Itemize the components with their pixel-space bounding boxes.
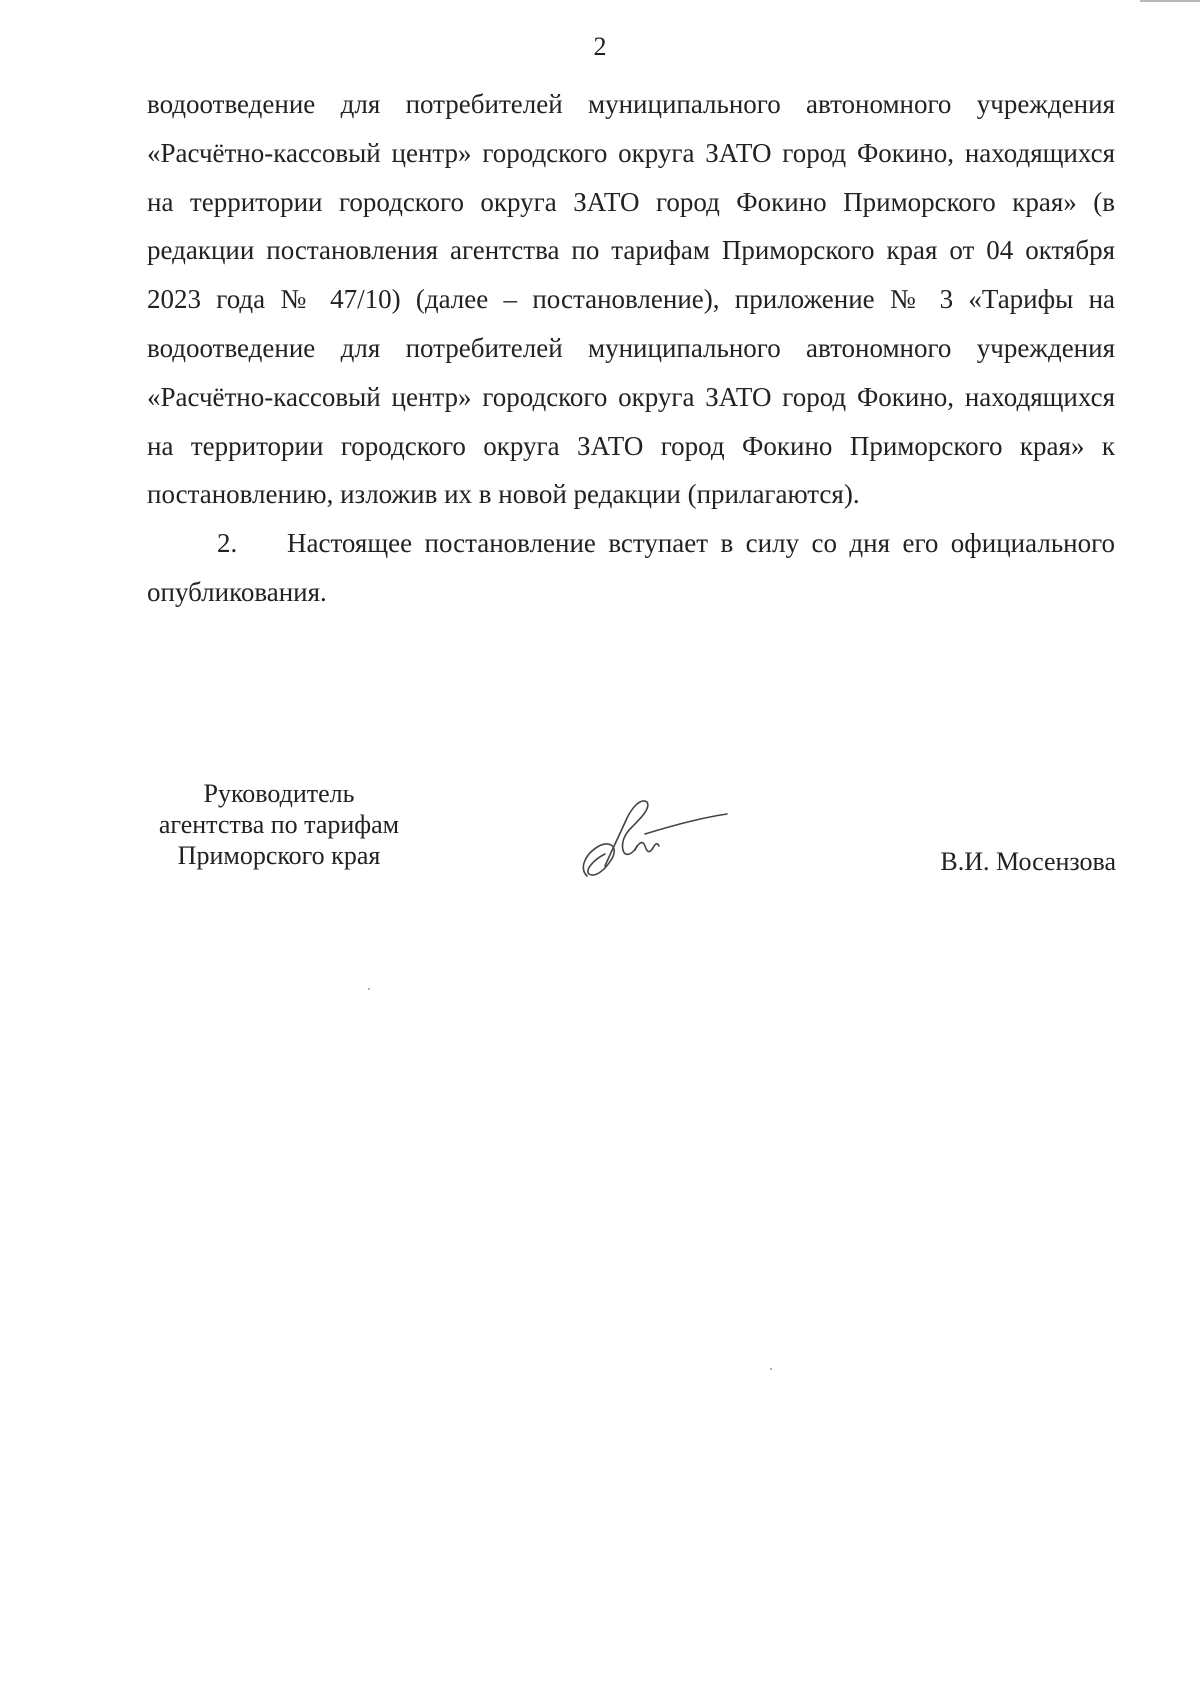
signer-title-line: агентства по тарифам: [158, 810, 400, 839]
signer-name: В.И. Мосензова: [940, 847, 1116, 876]
document-body: [147, 80, 1115, 617]
numbered-item-2: [147, 519, 1115, 617]
scan-speck: [368, 988, 370, 990]
scan-edge-mark: [1140, 0, 1200, 2]
handwritten-signature: [575, 788, 735, 888]
signer-title: [134, 778, 424, 871]
scan-speck: [770, 1368, 772, 1370]
signer-title-line: Руководитель: [203, 779, 355, 808]
signature-block: [0, 778, 1200, 898]
item-number: 2.: [217, 528, 238, 559]
signer-title-line: Приморского края: [177, 841, 381, 870]
item-text: Настоящее постановление вступает в силу со дня его официального опубликования.: [147, 528, 1115, 607]
paragraph-continuation: водоотведение для потребителей муниципального автономного учреждения «Расчётно-кассовый центр» городского округа ЗАТО город Фокино, находящихся на территории городского округа ЗАТО город Фокино Приморского края» (в редакции постановления агентства по тарифам Приморского края от 04 октября 2023 года № 47/10) (далее – постановление), приложение № 3 «Тарифы на водоотведение для потребителей муниципального автономного учреждения «Расчётно-кассовый центр» городского округа ЗАТО город Фокино, находящихся на территории городского округа ЗАТО город Фокино Приморского края» к постановлению, изложив их в новой редакции (прилагаются).: [147, 89, 1115, 510]
page-number: 2: [593, 32, 607, 61]
